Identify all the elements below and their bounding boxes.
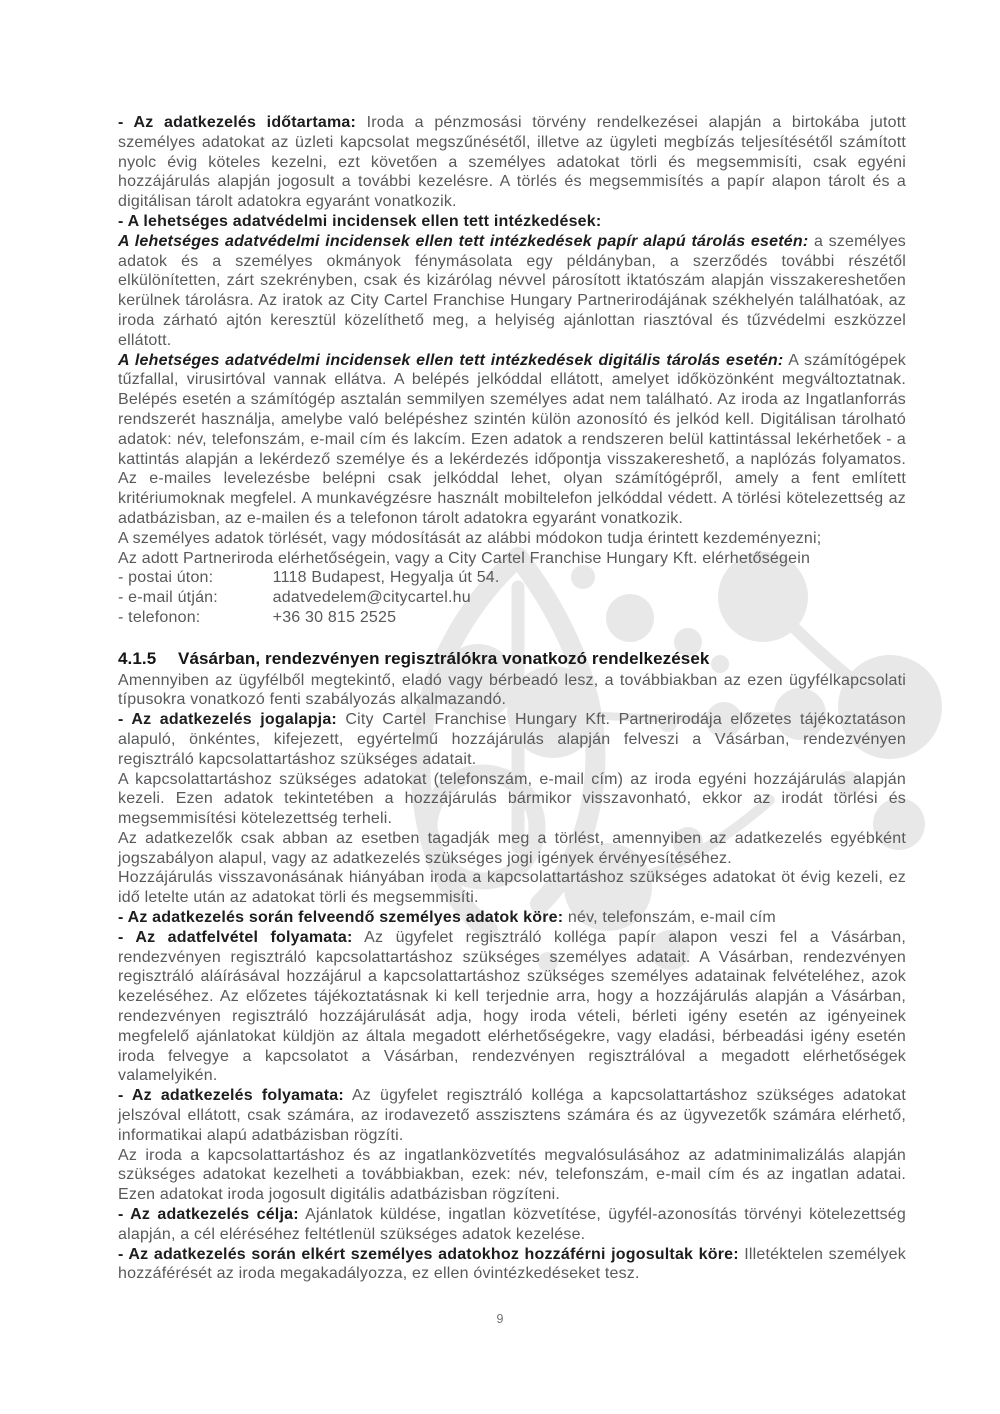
section-heading-4-1-5 — [118, 649, 906, 669]
section-title: Vásárban, rendezvényen regisztrálókra vonatkozó rendelkezések — [178, 648, 710, 668]
para-digital-storage-text: A számítógépek tűzfallal, virusirtóval vannak ellátva. A belépés jelkóddal ellátott, amelyet időközönként megváltoztatnak. Belépés esetén a számítógép asztalán semmilyen személyes adat nem található. Az iroda az Ingatlanforrás rendszerét használja, amelybe való belépéshez szintén külön azonosító és jelkód kell. Digitálisan tárolható adatok: név, telefonszám, e-mail cím és lakcím. Ezen adatok a rendszeren belül kattintással lekérhetőek - a kattintás alapján a lekérdező személye és a lekérdezés időpontja visszakereshető, a naplózás folyamatos. Az e-mailes levelezésbe belépni csak jelkóddal lehet, olyan számítógépről, amely a fent említett kritériumoknak megfelel. A munkavégzésre használt mobiltelefon jelkóddal védett. A törlési kötelezettség az adatbázisban, az e-mailen és a telefonon tárolt adatokra egyaránt vonatkozik. — [118, 351, 906, 527]
para-legal-basis — [118, 710, 906, 769]
para-legal-basis-lead: - Az adatkezelés jogalapja: — [118, 711, 337, 729]
contact-label-phone: - telefonon: — [118, 608, 201, 626]
para-data-recording-process-lead: - Az adatfelvétel folyamata: — [118, 928, 353, 946]
para-processing-purpose-text: Ajánlatok küldése, ingatlan közvetítése, ügyfél-azonosítás törvényi kötelezettség alapján, a cél eléréséhez feltétlenül szükséges adatok kezelése. — [118, 1206, 907, 1243]
para-data-processing-flow — [118, 1086, 906, 1145]
line-incident-measures: - A lehetséges adatvédelmi incidensek ellen tett intézkedések: — [118, 212, 602, 230]
para-collected-data-scope — [118, 908, 906, 928]
contact-value-postal-address: 1118 Budapest, Hegyalja út 54. — [272, 569, 500, 587]
para-processing-purpose — [118, 1205, 906, 1245]
para-digital-storage-lead: A lehetséges adatvédelmi incidensek ellen tett intézkedések digitális tárolás esetén: — [118, 351, 784, 369]
contact-row-postal — [118, 568, 906, 588]
para-contact-data-handling: A kapcsolattartáshoz szükséges adatokat (telefonszám, e-mail cím) az iroda egyéni hozzájárulás alapján kezeli. Ezen adatok tekintetében a hozzájárulás bármikor visszavonható, ekkor az irodát törlési és megsemmisítési kötelezettség terheli. — [118, 770, 906, 828]
para-contact-intro: Az adott Partneriroda elérhetőségein, vagy a City Cartel Franchise Hungary Kft. elérhetőségein — [118, 549, 811, 567]
contact-row-phone — [118, 608, 906, 628]
para-data-processing-flow-lead: - Az adatkezelés folyamata: — [118, 1087, 344, 1105]
para-paper-storage-lead: A lehetséges adatvédelmi incidensek ellen tett intézkedések papír alapú tárolás esetén: — [118, 232, 809, 250]
para-data-retention-lead: - Az adatkezelés időtartama: — [118, 114, 356, 131]
para-collected-data-scope-text: név, telefonszám, e-mail cím — [567, 909, 776, 927]
section-number: 4.1.5 — [118, 648, 157, 668]
contact-row-email — [118, 588, 906, 608]
para-processing-purpose-lead: - Az adatkezelés célja: — [118, 1206, 299, 1224]
page-number: 9 — [496, 1312, 504, 1326]
para-access-rights — [118, 1245, 906, 1285]
para-data-processing-flow-text: Az ügyfelet regisztráló kolléga a kapcsolattartáshoz szükséges adatokat jelszóval ellátott, csak számára, az irodavezető asszisztens számára és az ügyvezetők számára elérhető, informatikai alapú adatbázisban rögzíti. — [118, 1087, 906, 1144]
para-fair-registrants-scope: Amennyiben az ügyfélből megtekintő, eladó vagy bérbeadó lesz, a továbbiakban az ezen ügyfélkapcsolati típusokra vonatkozó fenti szabályozás alkalmazandó. — [118, 671, 906, 709]
para-consent-withdrawal: Hozzájárulás visszavonásának hiányában iroda a kapcsolattartáshoz szükséges adatokat öt évig kezeli, ez idő letelte után az adatokat törli és megsemmisíti. — [118, 869, 906, 907]
para-deletion-refusal: Az adatkezelők csak abban az esetben tagadják meg a törlést, amennyiben az adatkezelés egyébként jogszabályon alapul, vagy az adatkezelés szükséges jogi igények érvényesítéséhez. — [118, 829, 906, 867]
para-paper-storage-text: a személyes adatok és a személyes okmányok fénymásolata egy példányban, a szerződés további részétől elkülönítetten, zárt szekrényben, csak és kizárólag névvel párosított iktatószám alapján visszakereshetően kerülnek tárolásra. Az iratok az City Cartel Franchise Hungary Partnerirodájának székhelyén találhatóak, az iroda zárható ajtón keresztül közelíthető meg, a helyiség ajánlottan riasztóval és tűzvédelmi eszközzel ellátott. — [118, 232, 906, 349]
document-body — [118, 113, 906, 1284]
contact-value-email: adatvedelem@citycartel.hu — [272, 589, 471, 607]
para-data-retention-text: Iroda a pénzmosási törvény rendelkezései alapján a birtokába jutott személyes adatokat az üzleti kapcsolat megszűnésétől, illetve az ügyleti megbízás teljesítésétől számított nyolc évig köteles kezelni, ezt követően a személyes adatokat törli és megsemmisíti, csak egyéni hozzájárulás alapján jogosult a további kezelésre. A törlés és megsemmisítés a papír alapon tárolt és a digitálisan tárolt adatokra egyaránt vonatkozik. — [118, 114, 906, 211]
contact-label-postal: - postai úton: — [118, 569, 214, 587]
para-data-minimization: Az iroda a kapcsolattartáshoz és az ingatlanközvetítés megvalósulásához az adatminimalizálás alapján szükséges adatokat kezelheti a továbbiakban, ezek: név, telefonszám, e-mail cím és az ingatlan adatai. Ezen adatokat iroda jogosult digitális adatbázisban rögzíteni. — [118, 1146, 906, 1204]
para-digital-storage — [118, 351, 906, 529]
contact-value-phone: +36 30 815 2525 — [272, 608, 397, 626]
para-collected-data-scope-lead: - Az adatkezelés során felveendő személyes adatok köre: — [118, 909, 564, 927]
contact-label-email: - e-mail útján: — [118, 589, 218, 607]
para-data-retention — [118, 113, 906, 212]
para-paper-storage — [118, 232, 906, 351]
para-legal-basis-text: City Cartel Franchise Hungary Kft. Partnerirodája előzetes tájékoztatáson alapuló, önkéntes, kifejezett, egyértelmű hozzájárulás alapján felveszi a Vásárban, rendezvényen regisztráló kapcsolattartáshoz szükséges adatait. — [118, 711, 906, 768]
para-access-rights-lead: - Az adatkezelés során elkért személyes adatokhoz hozzáférni jogosultak köre: — [118, 1245, 739, 1263]
para-access-rights-text: Illetéktelen személyek hozzáférését az iroda megakadályozza, ez ellen óvintézkedéseket tesz. — [118, 1245, 906, 1283]
para-data-recording-process-text: Az ügyfelet regisztráló kolléga papír alapon veszi fel a Vásárban, rendezvényen regisztráló kapcsolattartáshoz szükséges személyes adatait. A Vásárban, rendezvényen regisztráló aláírásával hozzájárul a kapcsolattartáshoz szükséges személyes adatainak felvételéhez, azok kezeléséhez. Az előzetes tájékoztatásnak ki kell terjednie arra, hogy a hozzájárulás alapján a Vásárban, rendezvényen regisztráló hozzájárulását adja, hogy iroda vételi, bérleti igény esetén az igényeinek megfelelő ajánlatokat küldjön az általa megadott elérhetőségekre, vagy eladási, bérbeadási igény esetén iroda felvegye a kapcsolatot a Vásárban, rendezvényen regisztrálóval a megadott elérhetőségek valamelyikén. — [118, 928, 907, 1085]
para-deletion-request: A személyes adatok törlését, vagy módosítását az alábbi módokon tudja érintett kezdeményezni; — [118, 529, 822, 547]
para-data-recording-process — [118, 928, 906, 1086]
